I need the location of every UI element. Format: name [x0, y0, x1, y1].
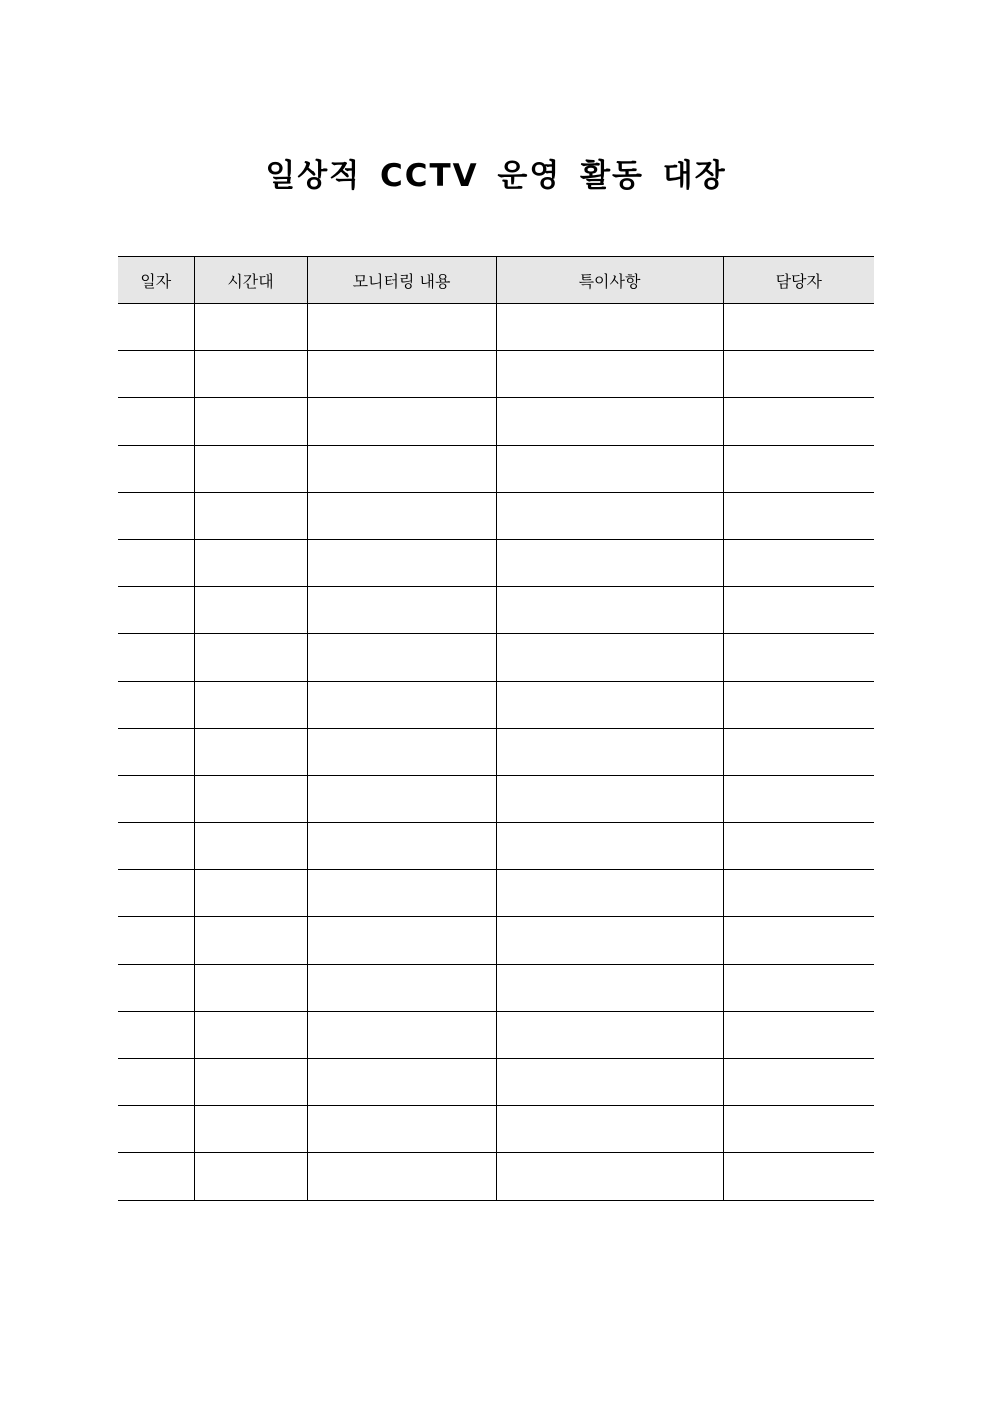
table-cell-time[interactable] — [194, 870, 307, 917]
table-row — [118, 870, 874, 917]
column-header-notes: 특이사항 — [496, 257, 723, 304]
table-cell-notes[interactable] — [496, 1106, 723, 1153]
table-cell-notes[interactable] — [496, 728, 723, 775]
table-cell-notes[interactable] — [496, 634, 723, 681]
table-cell-manager[interactable] — [723, 964, 874, 1011]
table-cell-date[interactable] — [118, 681, 194, 728]
table-cell-notes[interactable] — [496, 1011, 723, 1058]
table-cell-content[interactable] — [307, 587, 496, 634]
table-cell-date[interactable] — [118, 964, 194, 1011]
table-cell-notes[interactable] — [496, 304, 723, 351]
table-cell-date[interactable] — [118, 870, 194, 917]
table-cell-manager[interactable] — [723, 1059, 874, 1106]
table-cell-manager[interactable] — [723, 492, 874, 539]
table-cell-manager[interactable] — [723, 870, 874, 917]
table-cell-time[interactable] — [194, 1011, 307, 1058]
table-cell-notes[interactable] — [496, 1059, 723, 1106]
table-cell-time[interactable] — [194, 681, 307, 728]
table-cell-content[interactable] — [307, 1153, 496, 1200]
table-cell-content[interactable] — [307, 964, 496, 1011]
page-title: 일상적 CCTV 운영 활동 대장 — [265, 157, 727, 194]
table-cell-manager[interactable] — [723, 445, 874, 492]
table-cell-time[interactable] — [194, 1059, 307, 1106]
table-row — [118, 492, 874, 539]
table-cell-time[interactable] — [194, 917, 307, 964]
table-cell-date[interactable] — [118, 351, 194, 398]
table-cell-notes[interactable] — [496, 917, 723, 964]
table-cell-content[interactable] — [307, 398, 496, 445]
table-cell-time[interactable] — [194, 1106, 307, 1153]
table-cell-date[interactable] — [118, 587, 194, 634]
table-cell-manager[interactable] — [723, 1106, 874, 1153]
table-row — [118, 398, 874, 445]
table-cell-notes[interactable] — [496, 681, 723, 728]
table-cell-content[interactable] — [307, 445, 496, 492]
table-cell-time[interactable] — [194, 445, 307, 492]
table-cell-manager[interactable] — [723, 398, 874, 445]
table-row — [118, 964, 874, 1011]
table-cell-manager[interactable] — [723, 823, 874, 870]
table-row — [118, 823, 874, 870]
table-body — [118, 304, 874, 1201]
table-cell-date[interactable] — [118, 492, 194, 539]
table-row — [118, 728, 874, 775]
table-cell-content[interactable] — [307, 1011, 496, 1058]
table-cell-date[interactable] — [118, 539, 194, 586]
activity-log-table — [118, 256, 874, 1201]
table-cell-time[interactable] — [194, 1153, 307, 1200]
table-cell-content[interactable] — [307, 1106, 496, 1153]
table-cell-date[interactable] — [118, 634, 194, 681]
table-cell-manager[interactable] — [723, 1011, 874, 1058]
table-cell-date[interactable] — [118, 1106, 194, 1153]
table-row — [118, 304, 874, 351]
table-cell-manager[interactable] — [723, 728, 874, 775]
table-row — [118, 1153, 874, 1200]
table-cell-content[interactable] — [307, 681, 496, 728]
table-row — [118, 1106, 874, 1153]
table-cell-manager[interactable] — [723, 775, 874, 822]
table-cell-content[interactable] — [307, 917, 496, 964]
table-cell-time[interactable] — [194, 587, 307, 634]
table-cell-time[interactable] — [194, 351, 307, 398]
table-cell-notes[interactable] — [496, 775, 723, 822]
table-row — [118, 917, 874, 964]
table-row — [118, 1011, 874, 1058]
table-cell-date[interactable] — [118, 728, 194, 775]
table-cell-date[interactable] — [118, 1011, 194, 1058]
table-cell-time[interactable] — [194, 492, 307, 539]
table-cell-date[interactable] — [118, 823, 194, 870]
table-cell-content[interactable] — [307, 351, 496, 398]
table-cell-time[interactable] — [194, 775, 307, 822]
table-cell-content[interactable] — [307, 870, 496, 917]
table-cell-notes[interactable] — [496, 870, 723, 917]
table-cell-notes[interactable] — [496, 351, 723, 398]
table-cell-manager[interactable] — [723, 587, 874, 634]
table-cell-content[interactable] — [307, 492, 496, 539]
table-cell-date[interactable] — [118, 1059, 194, 1106]
table-cell-notes[interactable] — [496, 492, 723, 539]
table-row — [118, 775, 874, 822]
table-cell-notes[interactable] — [496, 1153, 723, 1200]
table-cell-manager[interactable] — [723, 917, 874, 964]
table-row — [118, 681, 874, 728]
table-row — [118, 587, 874, 634]
table-cell-notes[interactable] — [496, 823, 723, 870]
table-cell-date[interactable] — [118, 398, 194, 445]
table-cell-content[interactable] — [307, 539, 496, 586]
table-row — [118, 445, 874, 492]
table-cell-manager[interactable] — [723, 681, 874, 728]
column-header-time: 시간대 — [194, 257, 307, 304]
table-cell-time[interactable] — [194, 634, 307, 681]
table-cell-date[interactable] — [118, 775, 194, 822]
table-cell-content[interactable] — [307, 823, 496, 870]
table-cell-content[interactable] — [307, 775, 496, 822]
table-cell-time[interactable] — [194, 398, 307, 445]
column-header-manager: 담당자 — [723, 257, 874, 304]
table-cell-notes[interactable] — [496, 964, 723, 1011]
table-cell-date[interactable] — [118, 917, 194, 964]
table-row — [118, 539, 874, 586]
table-cell-time[interactable] — [194, 964, 307, 1011]
table-cell-time[interactable] — [194, 728, 307, 775]
table-cell-notes[interactable] — [496, 445, 723, 492]
table-cell-time[interactable] — [194, 539, 307, 586]
table-cell-manager[interactable] — [723, 634, 874, 681]
table-cell-notes[interactable] — [496, 539, 723, 586]
table-row — [118, 634, 874, 681]
table-header-row — [118, 257, 874, 304]
table-cell-manager[interactable] — [723, 304, 874, 351]
table-row — [118, 1059, 874, 1106]
table-cell-time[interactable] — [194, 823, 307, 870]
table-cell-date[interactable] — [118, 445, 194, 492]
table-cell-notes[interactable] — [496, 587, 723, 634]
column-header-content: 모니터링 내용 — [307, 257, 496, 304]
table-cell-content[interactable] — [307, 728, 496, 775]
table-cell-date[interactable] — [118, 304, 194, 351]
table-cell-date[interactable] — [118, 1153, 194, 1200]
table-cell-notes[interactable] — [496, 398, 723, 445]
table-row — [118, 351, 874, 398]
table-cell-content[interactable] — [307, 304, 496, 351]
table-cell-content[interactable] — [307, 1059, 496, 1106]
table-cell-content[interactable] — [307, 634, 496, 681]
table-cell-manager[interactable] — [723, 1153, 874, 1200]
table-cell-time[interactable] — [194, 304, 307, 351]
table-cell-manager[interactable] — [723, 539, 874, 586]
column-header-date: 일자 — [118, 257, 194, 304]
table-cell-manager[interactable] — [723, 351, 874, 398]
